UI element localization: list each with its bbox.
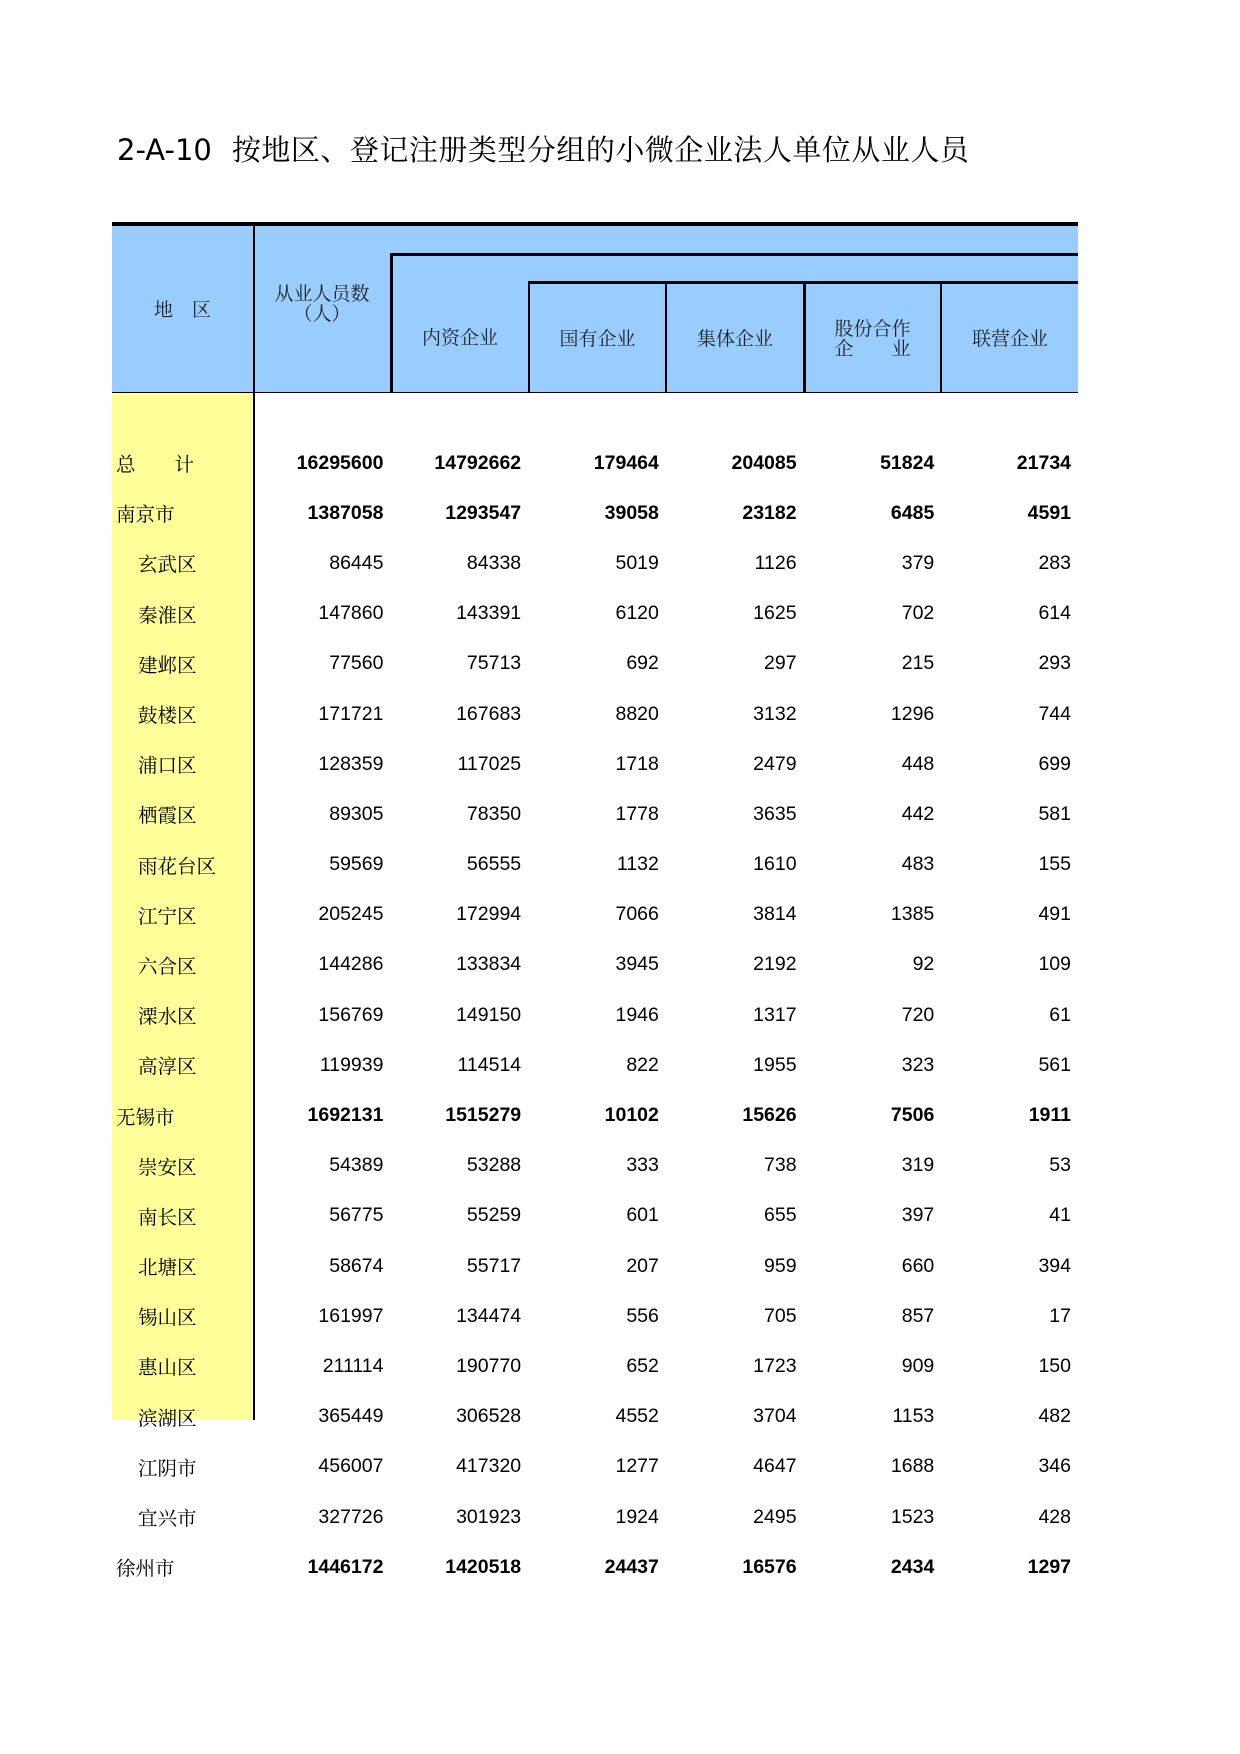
cell-value: 293 <box>1038 652 1071 675</box>
header-state-owned <box>530 284 665 393</box>
region-name: 栖霞区 <box>138 804 197 828</box>
cell-value: 417320 <box>456 1455 522 1478</box>
table-row <box>112 689 1078 739</box>
region-name: 雨花台区 <box>138 854 217 878</box>
table-row <box>112 488 1078 538</box>
region-name: 锡山区 <box>138 1306 197 1330</box>
cell-value: 1317 <box>753 1003 797 1026</box>
cell-value: 155 <box>1038 853 1071 876</box>
table-body <box>112 438 1078 1592</box>
cell-value: 1955 <box>753 1053 797 1076</box>
cell-value: 660 <box>901 1254 935 1277</box>
table-row <box>112 1191 1078 1241</box>
cell-value: 143391 <box>456 602 522 625</box>
cell-value: 3132 <box>753 702 797 725</box>
table-row <box>112 1492 1078 1542</box>
table-row <box>112 1141 1078 1191</box>
cell-value: 4552 <box>615 1405 659 1428</box>
cell-value: 556 <box>626 1304 659 1327</box>
region-name: 溧水区 <box>138 1005 197 1029</box>
cell-value: 2192 <box>753 953 797 976</box>
region-name: 建邺区 <box>138 653 197 677</box>
region-name: 玄武区 <box>138 553 197 577</box>
region-name: 鼓楼区 <box>138 704 197 728</box>
cell-value: 55717 <box>466 1254 522 1277</box>
table-row <box>112 789 1078 839</box>
cell-value: 156769 <box>318 1003 384 1026</box>
header-collective-label: 集体企业 <box>696 327 773 350</box>
table-row <box>112 840 1078 890</box>
cell-value: 822 <box>626 1053 659 1076</box>
table-row <box>112 1090 1078 1140</box>
cell-value: 1277 <box>615 1455 659 1478</box>
cell-value: 41 <box>1049 1204 1071 1227</box>
table-row <box>112 438 1078 488</box>
cell-value: 442 <box>901 802 935 825</box>
cell-value: 346 <box>1038 1455 1071 1478</box>
cell-value: 652 <box>626 1354 659 1377</box>
cell-value: 482 <box>1038 1405 1071 1428</box>
region-name: 无锡市 <box>116 1105 175 1129</box>
cell-value: 53288 <box>466 1154 522 1177</box>
cell-value: 58674 <box>329 1254 384 1277</box>
cell-value: 171721 <box>318 702 384 725</box>
table-row <box>112 940 1078 990</box>
cell-value: 54389 <box>329 1154 384 1177</box>
region-name: 江宁区 <box>138 904 197 928</box>
cell-value: 1153 <box>892 1405 935 1428</box>
cell-value: 1297 <box>1027 1555 1072 1578</box>
table-row <box>112 1040 1078 1090</box>
cell-value: 21734 <box>1016 451 1072 474</box>
table-code: 2-A-10 <box>117 133 212 167</box>
region-name: 南长区 <box>138 1205 197 1229</box>
cell-value: 172994 <box>456 903 522 926</box>
cell-value: 109 <box>1038 953 1071 976</box>
cell-value: 128359 <box>318 752 384 775</box>
cell-value: 1446172 <box>307 1555 384 1578</box>
region-name: 徐州市 <box>116 1557 175 1581</box>
table-row <box>112 739 1078 789</box>
header-employees-unit: （人） <box>293 303 351 325</box>
cell-value: 24437 <box>604 1555 659 1578</box>
cell-value: 84338 <box>466 551 522 574</box>
header-joint-stock-coop-line2: 企 业 <box>834 337 911 360</box>
header-joint-operation <box>942 284 1078 393</box>
cell-value: 1385 <box>890 903 935 926</box>
table-title-text: 按地区、登记注册类型分组的小微企业法人单位从业人员 <box>231 133 970 167</box>
cell-value: 397 <box>901 1204 935 1227</box>
cell-value: 1692131 <box>307 1104 384 1127</box>
cell-value: 147860 <box>318 602 384 625</box>
cell-value: 857 <box>901 1304 935 1327</box>
cell-value: 614 <box>1038 602 1071 625</box>
cell-value: 167683 <box>456 702 522 725</box>
cell-value: 3704 <box>753 1405 797 1428</box>
cell-value: 56775 <box>329 1204 384 1227</box>
cell-value: 119939 <box>319 1053 384 1076</box>
cell-value: 86445 <box>329 551 384 574</box>
cell-value: 1718 <box>615 752 659 775</box>
header-joint-stock-coop-line1: 股份合作 <box>834 317 911 340</box>
cell-value: 5019 <box>615 551 659 574</box>
cell-value: 306528 <box>456 1405 522 1428</box>
cell-value: 3814 <box>753 903 797 926</box>
cell-value: 323 <box>901 1053 935 1076</box>
table-header <box>112 222 1078 393</box>
cell-value: 215 <box>901 652 935 675</box>
cell-value: 150 <box>1038 1354 1071 1377</box>
cell-value: 959 <box>764 1254 797 1277</box>
cell-value: 1515279 <box>445 1104 522 1127</box>
cell-value: 1420518 <box>445 1555 522 1578</box>
cell-value: 705 <box>764 1304 797 1327</box>
cell-value: 149150 <box>456 1003 522 1026</box>
cell-value: 77560 <box>329 652 384 675</box>
cell-value: 51824 <box>880 451 935 474</box>
cell-value: 1946 <box>615 1003 659 1026</box>
header-state-owned-label: 国有企业 <box>559 327 636 350</box>
table-row <box>112 1241 1078 1291</box>
region-name: 六合区 <box>138 954 197 978</box>
cell-value: 428 <box>1038 1505 1071 1528</box>
cell-value: 655 <box>764 1204 797 1227</box>
cell-value: 483 <box>901 853 935 876</box>
cell-value: 161997 <box>318 1304 384 1327</box>
header-employees-label: 从业人员数 <box>274 283 370 305</box>
header-domestic-label: 内资企业 <box>421 327 498 349</box>
cell-value: 365449 <box>318 1405 384 1428</box>
header-region-label: 地 区 <box>153 298 211 321</box>
cell-value: 4647 <box>753 1455 797 1478</box>
cell-value: 14792662 <box>434 451 522 474</box>
cell-value: 15626 <box>742 1104 797 1127</box>
cell-value: 448 <box>901 752 935 775</box>
cell-value: 3635 <box>753 802 797 825</box>
cell-value: 1523 <box>890 1505 935 1528</box>
cell-value: 78350 <box>466 802 522 825</box>
cell-value: 8820 <box>615 702 659 725</box>
cell-value: 720 <box>901 1003 935 1026</box>
cell-value: 7066 <box>615 903 659 926</box>
region-name: 高淳区 <box>138 1055 197 1079</box>
region-name: 浦口区 <box>138 754 197 778</box>
cell-value: 909 <box>901 1354 935 1377</box>
cell-value: 190770 <box>456 1354 522 1377</box>
cell-value: 207 <box>626 1254 659 1277</box>
cell-value: 114514 <box>457 1053 522 1076</box>
table-row <box>112 589 1078 639</box>
table-row <box>112 890 1078 940</box>
cell-value: 1911 <box>1028 1104 1072 1127</box>
cell-value: 561 <box>1038 1053 1071 1076</box>
cell-value: 134474 <box>456 1304 522 1327</box>
table-row <box>112 990 1078 1040</box>
cell-value: 1126 <box>754 551 797 574</box>
cell-value: 283 <box>1038 551 1071 574</box>
cell-value: 1610 <box>753 853 797 876</box>
cell-value: 61 <box>1049 1003 1071 1026</box>
cell-value: 39058 <box>604 501 659 524</box>
cell-value: 581 <box>1038 802 1071 825</box>
cell-value: 117025 <box>457 752 522 775</box>
table-row <box>112 1341 1078 1391</box>
cell-value: 133834 <box>456 953 522 976</box>
header-employees <box>254 226 390 393</box>
region-name: 南京市 <box>116 503 175 527</box>
cell-value: 204085 <box>731 451 797 474</box>
cell-value: 738 <box>764 1154 797 1177</box>
cell-value: 7506 <box>890 1104 935 1127</box>
header-joint-stock-coop <box>805 284 940 393</box>
cell-value: 744 <box>1038 702 1071 725</box>
cell-value: 491 <box>1038 903 1071 926</box>
cell-value: 2434 <box>890 1555 935 1578</box>
table-row <box>112 1392 1078 1442</box>
cell-value: 16295600 <box>296 451 384 474</box>
header-region <box>112 226 253 393</box>
cell-value: 55259 <box>466 1204 522 1227</box>
cell-value: 1293547 <box>445 501 522 524</box>
cell-value: 601 <box>626 1204 659 1227</box>
region-name: 宜兴市 <box>138 1507 197 1531</box>
page-title <box>117 128 969 169</box>
cell-value: 4591 <box>1027 501 1072 524</box>
cell-value: 56555 <box>466 853 522 876</box>
cell-value: 1387058 <box>307 501 384 524</box>
cell-value: 301923 <box>456 1505 522 1528</box>
cell-value: 211114 <box>322 1354 384 1377</box>
cell-value: 702 <box>901 602 935 625</box>
cell-value: 205245 <box>318 903 384 926</box>
header-domestic <box>392 256 528 393</box>
cell-value: 1296 <box>890 702 935 725</box>
table-row <box>112 1442 1078 1492</box>
cell-value: 1132 <box>616 853 659 876</box>
cell-value: 319 <box>901 1154 935 1177</box>
region-name: 滨湖区 <box>138 1406 197 1430</box>
cell-value: 6120 <box>615 602 659 625</box>
region-name: 惠山区 <box>138 1356 197 1380</box>
cell-value: 89305 <box>329 802 384 825</box>
table-row <box>112 1291 1078 1341</box>
cell-value: 75713 <box>466 652 522 675</box>
cell-value: 53 <box>1049 1154 1071 1177</box>
region-name: 北塘区 <box>138 1256 197 1280</box>
region-name: 崇安区 <box>138 1155 197 1179</box>
table-row <box>112 1542 1078 1592</box>
region-name: 江阴市 <box>138 1456 197 1480</box>
cell-value: 17 <box>1049 1304 1071 1327</box>
cell-value: 699 <box>1038 752 1071 775</box>
cell-value: 1625 <box>753 602 797 625</box>
cell-value: 59569 <box>329 853 384 876</box>
cell-value: 333 <box>626 1154 659 1177</box>
cell-value: 456007 <box>318 1455 384 1478</box>
cell-value: 692 <box>626 652 659 675</box>
cell-value: 23182 <box>742 501 797 524</box>
cell-value: 144286 <box>318 953 384 976</box>
cell-value: 2495 <box>753 1505 797 1528</box>
cell-value: 1924 <box>615 1505 659 1528</box>
header-collective <box>667 284 803 393</box>
cell-value: 179464 <box>593 451 659 474</box>
cell-value: 1723 <box>753 1354 797 1377</box>
cell-value: 6485 <box>890 501 935 524</box>
region-name: 总 计 <box>116 453 195 477</box>
cell-value: 327726 <box>318 1505 384 1528</box>
cell-value: 1778 <box>615 802 659 825</box>
table-row <box>112 639 1078 689</box>
cell-value: 16576 <box>742 1555 797 1578</box>
header-joint-operation-label: 联营企业 <box>971 327 1048 350</box>
region-name: 秦淮区 <box>138 603 197 627</box>
cell-value: 379 <box>901 551 935 574</box>
cell-value: 394 <box>1038 1254 1071 1277</box>
cell-value: 1688 <box>890 1455 935 1478</box>
table-row <box>112 538 1078 588</box>
cell-value: 10102 <box>604 1104 659 1127</box>
cell-value: 297 <box>764 652 797 675</box>
cell-value: 3945 <box>615 953 659 976</box>
cell-value: 2479 <box>753 752 797 775</box>
cell-value: 92 <box>912 953 935 976</box>
